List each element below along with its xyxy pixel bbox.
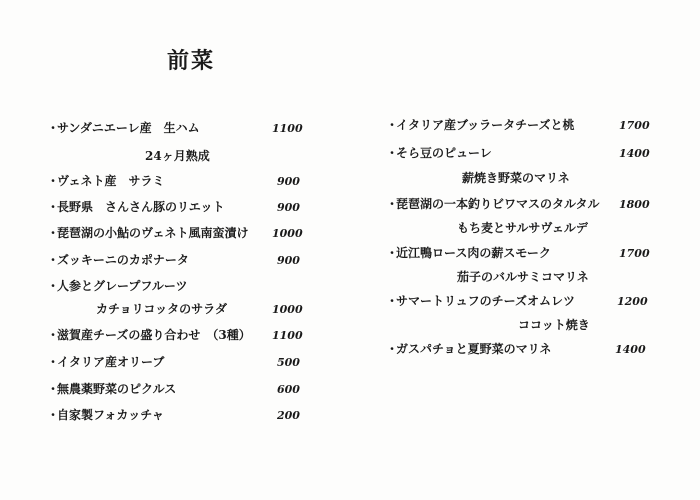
menu-item-name: ズッキーニのカポナータ	[57, 253, 189, 267]
menu-item	[47, 174, 165, 188]
menu-item-name: 琵琶湖の一本釣りビワマスのタルタル	[396, 197, 600, 211]
menu-item	[47, 408, 164, 422]
menu-item	[386, 146, 492, 160]
bullet: ・	[47, 174, 60, 188]
page-title: 前菜	[167, 48, 216, 74]
menu-item-subtitle: 24ヶ月熟成	[145, 149, 210, 163]
menu-item	[386, 118, 575, 132]
bullet: ・	[47, 200, 60, 214]
menu-item	[47, 121, 200, 135]
menu-item-name: 琵琶湖の小鮎のヴェネト風南蛮漬け	[57, 226, 249, 240]
menu-item	[47, 328, 251, 342]
menu-item-name: イタリア産オリーブ	[57, 355, 165, 369]
menu-item-price: 900	[277, 175, 300, 188]
bullet: ・	[47, 328, 60, 342]
bullet: ・	[47, 408, 60, 422]
menu-item-price: 1100	[272, 329, 303, 342]
menu-item-name: 自家製フォカッチャ	[57, 408, 164, 422]
menu-item-name: ヴェネト産 サラミ	[57, 174, 165, 188]
bullet: ・	[47, 355, 60, 369]
menu-item-name: 人参とグレープフルーツ	[57, 279, 188, 293]
menu-item-price: 200	[277, 409, 300, 422]
bullet: ・	[386, 146, 399, 160]
menu-item	[47, 200, 225, 214]
menu-item-price: 1000	[272, 227, 303, 240]
menu-item	[47, 226, 249, 240]
menu-item-subtitle: もち麦とサルサヴェルデ	[457, 221, 588, 235]
menu-item	[47, 382, 176, 396]
menu-item-name: イタリア産ブッラータチーズと桃	[396, 118, 575, 132]
bullet: ・	[47, 253, 60, 267]
menu-item-price: 1100	[272, 122, 303, 135]
bullet: ・	[386, 294, 399, 308]
menu-item-name: 無農薬野菜のピクルス	[57, 382, 177, 396]
menu-item	[386, 294, 575, 308]
bullet: ・	[386, 342, 399, 356]
menu-item-price: 1800	[619, 198, 650, 211]
bullet: ・	[47, 121, 60, 135]
menu-item	[47, 355, 164, 369]
bullet: ・	[386, 197, 399, 211]
menu-item	[386, 342, 551, 356]
menu-item	[386, 197, 600, 211]
menu-item-price: 1000	[272, 303, 303, 316]
bullet: ・	[386, 246, 399, 260]
menu-item-name: 近江鴨ロース肉の薪スモーク	[396, 246, 551, 260]
menu-item-subtitle: 茄子のバルサミコマリネ	[457, 270, 589, 284]
menu-item-price: 1700	[619, 247, 650, 260]
menu-item-price: 1700	[619, 119, 650, 132]
menu-item-name: そら豆のピューレ	[396, 146, 492, 160]
menu-item-price: 1400	[619, 147, 650, 160]
bullet: ・	[47, 382, 60, 396]
menu-item-subtitle: 薪焼き野菜のマリネ	[462, 171, 570, 185]
menu-item-subtitle: カチョリコッタのサラダ	[96, 302, 228, 316]
menu-item-price: 500	[277, 356, 300, 369]
menu-item	[386, 246, 551, 260]
menu-item-name: サンダニエーレ産 生ハム	[57, 121, 200, 135]
bullet: ・	[386, 118, 399, 132]
menu-item-price: 1200	[617, 295, 648, 308]
menu-item	[47, 279, 187, 293]
bullet: ・	[47, 226, 60, 240]
menu-item-name: 滋賀産チーズの盛り合わせ （3種）	[57, 328, 251, 342]
menu-item-price: 1400	[615, 343, 646, 356]
menu-item-name: 長野県 さんさん豚のリエット	[57, 200, 225, 214]
menu-item-price: 900	[277, 201, 300, 214]
menu-item-price: 600	[277, 383, 300, 396]
menu-item-name: サマートリュフのチーズオムレツ	[396, 294, 576, 308]
menu-item	[47, 253, 189, 267]
bullet: ・	[47, 279, 60, 293]
menu-item-price: 900	[277, 254, 300, 267]
menu-item-name: ガスパチョと夏野菜のマリネ	[396, 342, 552, 356]
menu-item-subtitle: ココット焼き	[518, 318, 590, 332]
